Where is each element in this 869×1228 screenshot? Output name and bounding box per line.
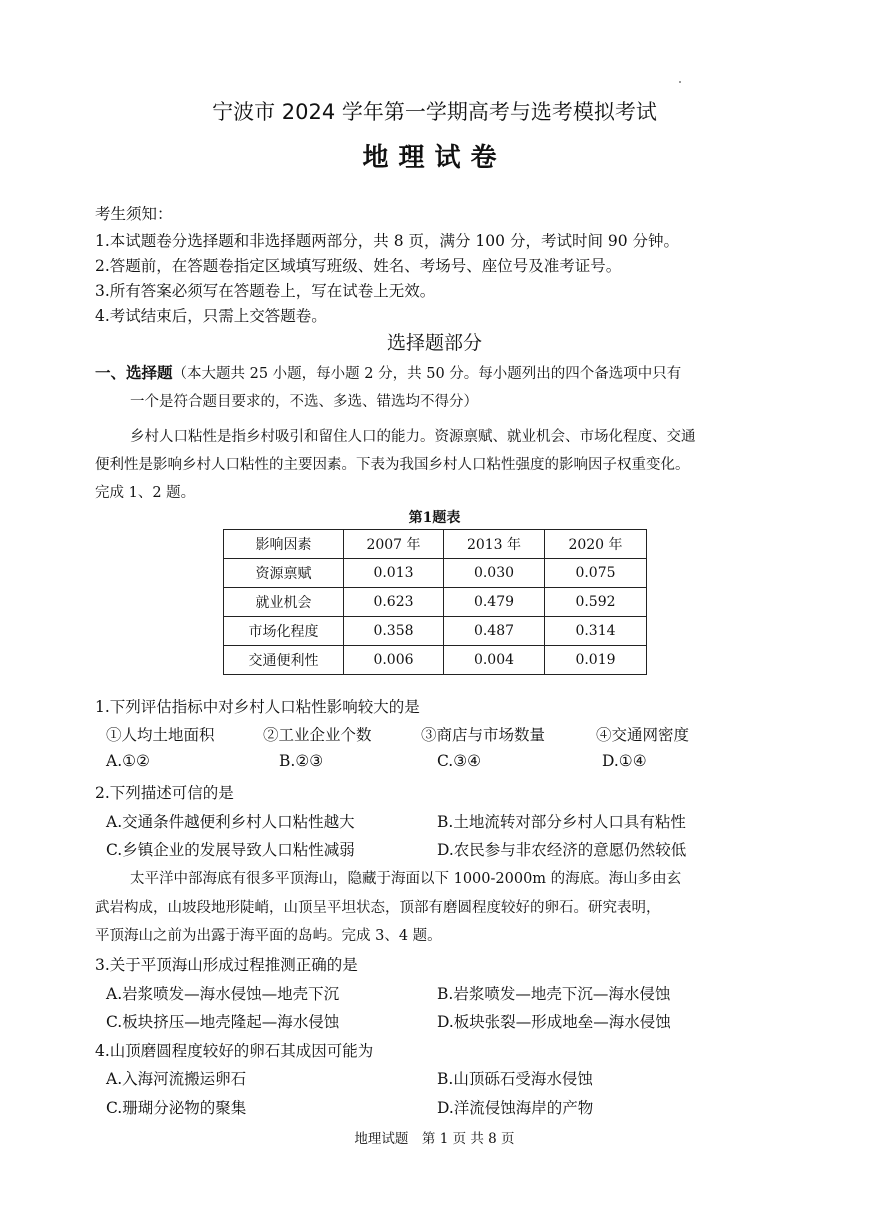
table-cell: 就业机会 <box>224 588 344 617</box>
table-cell: 0.006 <box>344 646 444 675</box>
passage-line: 完成 1、2 题。 <box>95 485 196 501</box>
table-row <box>224 588 647 617</box>
exam-title: 宁波市 2024 学年第一学期高考与选考模拟考试 <box>212 100 657 124</box>
table-cell: 0.358 <box>344 617 444 646</box>
passage-line: 武岩构成，山坡段地形陡峭，山顶呈平坦状态，顶部有磨圆程度较好的卵石。研究表明， <box>95 900 661 916</box>
q1-indicator: ②工业企业个数 <box>263 726 372 744</box>
table-cell: 0.623 <box>344 588 444 617</box>
part-description-cont: 一个是符合题目要求的，不选、多选、错选均不得分） <box>130 394 478 410</box>
subject-title: 地理试卷 <box>362 143 507 173</box>
notice-item: 4.考试结束后，只需上交答题卷。 <box>95 307 327 325</box>
notice-item: 1.本试题卷分选择题和非选择题两部分，共 8 页，满分 100 分，考试时间 90 分钟。 <box>95 232 680 250</box>
question-3-stem: 3.关于平顶海山形成过程推测正确的是 <box>95 956 358 974</box>
q1-option-c[interactable]: C.③④ <box>437 752 482 770</box>
q2-option-a[interactable]: A.交通条件越便利乡村人口粘性越大 <box>106 813 355 831</box>
q1-indicator: ③商店与市场数量 <box>421 726 546 744</box>
table-cell: 0.013 <box>344 559 444 588</box>
q4-option-d[interactable]: D.洋流侵蚀海岸的产物 <box>437 1099 594 1117</box>
section-title: 选择题部分 <box>386 332 482 354</box>
table-cell: 资源禀赋 <box>224 559 344 588</box>
factor-weight-table <box>223 529 647 675</box>
notice-item: 2.答题前，在答题卷指定区域填写班级、姓名、考场号、座位号及准考证号。 <box>95 257 622 275</box>
scan-dot <box>679 81 681 83</box>
q3-option-b[interactable]: B.岩浆喷发—地壳下沉—海水侵蚀 <box>437 985 671 1003</box>
q4-option-c[interactable]: C.珊瑚分泌物的聚集 <box>106 1099 247 1117</box>
q1-indicator: ④交通网密度 <box>596 726 690 744</box>
q2-option-d[interactable]: D.农民参与非农经济的意愿仍然较低 <box>437 841 687 859</box>
table-cell: 0.004 <box>444 646 545 675</box>
q1-indicator: ①人均土地面积 <box>106 726 215 744</box>
table-header: 影响因素 <box>224 530 344 559</box>
passage-line: 太平洋中部海底有很多平顶海山，隐藏于海面以下 1000-2000m 的海底。海山多由玄 <box>130 871 682 887</box>
q2-option-b[interactable]: B.土地流转对部分乡村人口具有粘性 <box>437 813 686 831</box>
table-header: 2013 年 <box>444 530 545 559</box>
part-description: （本大题共 25 小题，每小题 2 分，共 50 分。每小题列出的四个备选项中只有 <box>172 366 682 382</box>
q4-option-a[interactable]: A.入海河流搬运卵石 <box>106 1070 247 1088</box>
q3-option-c[interactable]: C.板块挤压—地壳隆起—海水侵蚀 <box>106 1013 340 1031</box>
passage-line: 乡村人口粘性是指乡村吸引和留住人口的能力。资源禀赋、就业机会、市场化程度、交通 <box>130 429 696 445</box>
q3-option-d[interactable]: D.板块张裂—形成地垒—海水侵蚀 <box>437 1013 671 1031</box>
table-cell: 0.479 <box>444 588 545 617</box>
q1-option-b[interactable]: B.②③ <box>279 752 324 770</box>
table-header: 2020 年 <box>545 530 647 559</box>
table-cell: 市场化程度 <box>224 617 344 646</box>
page-footer: 地理试题 第 1 页 共 8 页 <box>354 1131 515 1147</box>
q3-option-a[interactable]: A.岩浆喷发—海水侵蚀—地壳下沉 <box>106 985 340 1003</box>
notice-item: 3.所有答案必须写在答题卷上，写在试卷上无效。 <box>95 282 436 300</box>
table-header-row <box>224 530 647 559</box>
question-1-stem: 1.下列评估指标中对乡村人口粘性影响较大的是 <box>95 698 420 716</box>
table-cell: 交通便利性 <box>224 646 344 675</box>
table-cell: 0.075 <box>545 559 647 588</box>
table-cell: 0.314 <box>545 617 647 646</box>
q1-option-a[interactable]: A.①② <box>106 752 150 770</box>
table-cell: 0.019 <box>545 646 647 675</box>
table-cell: 0.592 <box>545 588 647 617</box>
q4-option-b[interactable]: B.山顶砾石受海水侵蚀 <box>437 1070 593 1088</box>
q2-option-c[interactable]: C.乡镇企业的发展导致人口粘性减弱 <box>106 841 355 859</box>
table-row <box>224 646 647 675</box>
q1-option-d[interactable]: D.①④ <box>602 752 647 770</box>
table-cell: 0.030 <box>444 559 545 588</box>
question-4-stem: 4.山顶磨圆程度较好的卵石其成因可能为 <box>95 1042 374 1060</box>
passage-line: 平顶海山之前为出露于海平面的岛屿。完成 3、4 题。 <box>95 928 442 944</box>
part-label: 一、选择题 <box>95 364 173 382</box>
table-row <box>224 617 647 646</box>
table-caption: 第1题表 <box>408 510 461 526</box>
passage-line: 便利性是影响乡村人口粘性的主要因素。下表为我国乡村人口粘性强度的影响因子权重变化。 <box>95 457 690 473</box>
table-cell: 0.487 <box>444 617 545 646</box>
table-row <box>224 559 647 588</box>
table-header: 2007 年 <box>344 530 444 559</box>
question-2-stem: 2.下列描述可信的是 <box>95 784 234 802</box>
notice-heading: 考生须知： <box>95 205 173 223</box>
